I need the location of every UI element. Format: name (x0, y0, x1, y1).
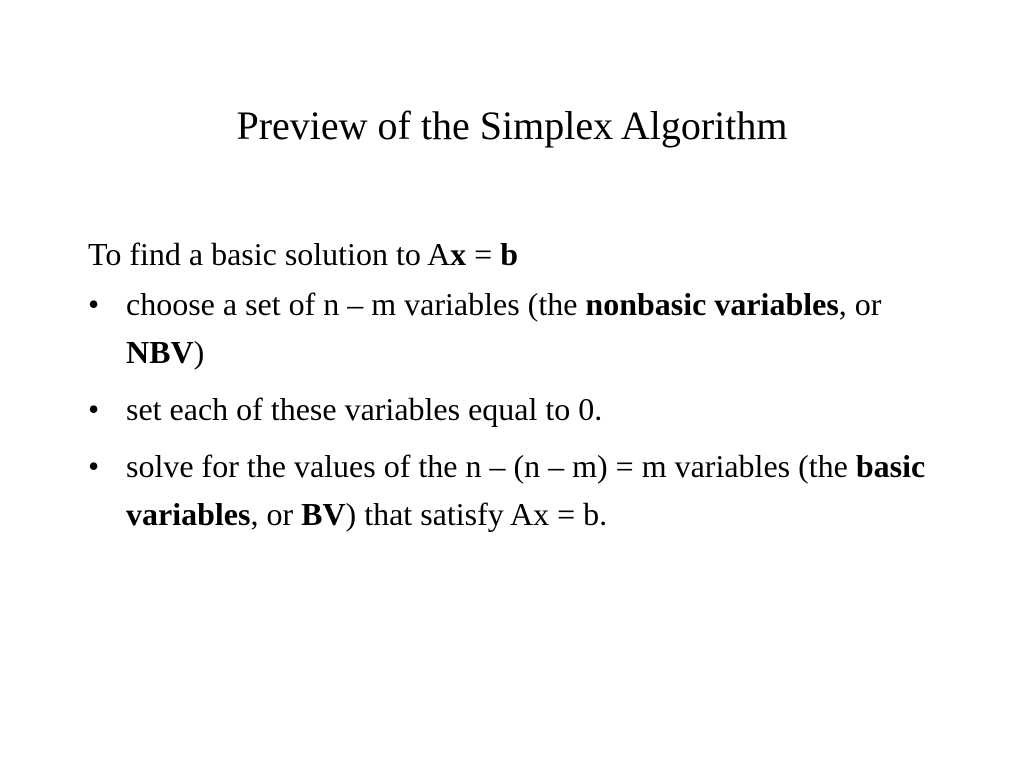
intro-equals: = (466, 236, 501, 272)
bullet-text: solve for the values of the n – (n – m) = m variables (the (126, 448, 856, 484)
bullet-text: ) (193, 334, 205, 370)
bullet-text: , or (838, 286, 882, 322)
bullet-item-set-zero (88, 385, 948, 433)
bullet-list (88, 280, 948, 538)
bullet-dot: • (88, 448, 100, 484)
slide-title: Preview of the Simplex Algorithm (236, 103, 788, 148)
bullet-dot: • (88, 391, 100, 427)
bullet-text: ) that satisfy Ax = b. (345, 496, 608, 532)
bullet-text: , or (250, 496, 302, 532)
bullet-item-nbv (88, 280, 948, 376)
intro-line (88, 230, 948, 278)
slide-body (88, 230, 948, 547)
intro-prefix: To find a basic solution to A (88, 236, 451, 272)
intro-vector-x: x (450, 236, 467, 272)
intro-vector-b: b (500, 236, 519, 272)
bullet-text: set each of these variables equal to 0. (126, 391, 603, 427)
bullet-bold-term: nonbasic variables (585, 286, 839, 322)
bullet-item-solve-bv (88, 442, 948, 538)
bullet-bold-term: basic variables (126, 448, 926, 532)
bullet-bold-abbrev: NBV (126, 334, 194, 370)
bullet-dot: • (88, 286, 100, 322)
bullet-bold-abbrev: BV (301, 496, 346, 532)
bullet-text: choose a set of n – m variables (the (126, 286, 586, 322)
